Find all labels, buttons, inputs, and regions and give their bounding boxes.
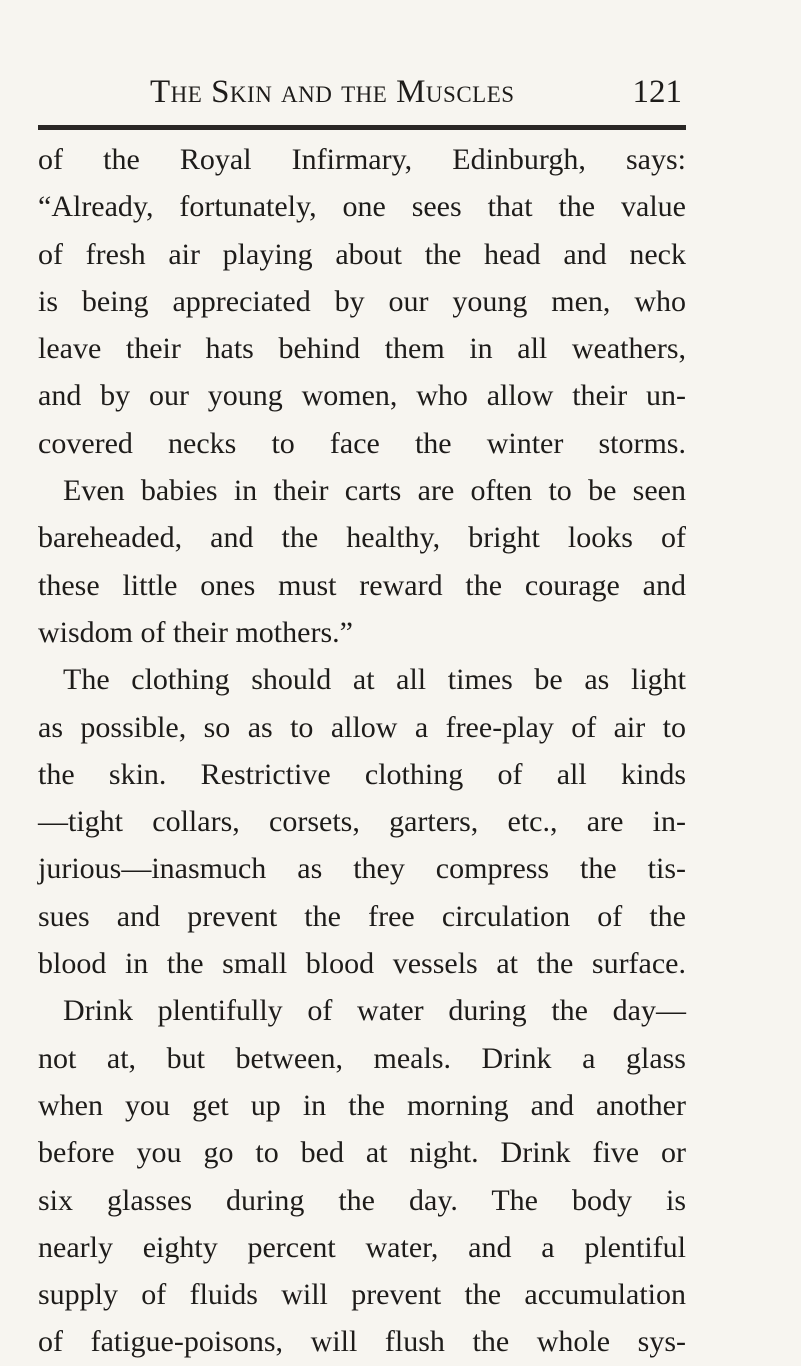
text-line: as possible, so as to allow a free-play of air to [38,710,686,744]
text-line: The clothing should at all times be as light [63,663,686,697]
text-line: the skin. Restrictive clothing of all kinds [38,757,686,791]
text-line: of the Royal Infirmary, Edinburgh, says: [38,143,686,176]
text-line: jurious—inasmuch as they compress the tis- [38,852,686,886]
text-line: six glasses during the day. The body is [38,1183,686,1217]
text-line: blood in the small blood vessels at the surface. [38,947,686,981]
text-line: when you get up in the morning and another [38,1088,686,1122]
text-line: of fresh air playing about the head and neck [38,237,686,271]
page-number: 121 [632,74,682,110]
text-line: leave their hats behind them in all weathers, [38,332,686,366]
text-line: supply of fluids will prevent the accumulation [38,1278,686,1312]
header-rule [38,125,686,130]
text-line: of fatigue-poisons, will flush the whole sys- [38,1325,686,1359]
running-title: The Skin and the Muscles [150,74,515,110]
running-head [38,74,686,118]
text-line: and by our young women, who allow their un- [38,379,686,413]
text-line: is being appreciated by our young men, who [38,284,686,318]
text-line: Drink plentifully of water during the day— [63,994,686,1028]
text-line: nearly eighty percent water, and a plentiful [38,1230,686,1264]
text-line: before you go to bed at night. Drink five or [38,1136,686,1170]
text-line: covered necks to face the winter storms. [38,426,686,460]
text-line: sues and prevent the free circulation of the [38,899,686,933]
text-line: these little ones must reward the courage and [38,568,686,602]
text-line: not at, but between, meals. Drink a glass [38,1041,686,1075]
text-line: wisdom of their mothers.” [38,615,353,649]
text-line: Even babies in their carts are often to be seen [63,474,686,508]
text-line: “Already, fortunately, one sees that the value [38,190,686,224]
body-text [38,136,686,1366]
text-line: —tight collars, corsets, garters, etc., are in- [38,805,686,839]
text-line: bareheaded, and the healthy, bright looks of [38,521,686,555]
